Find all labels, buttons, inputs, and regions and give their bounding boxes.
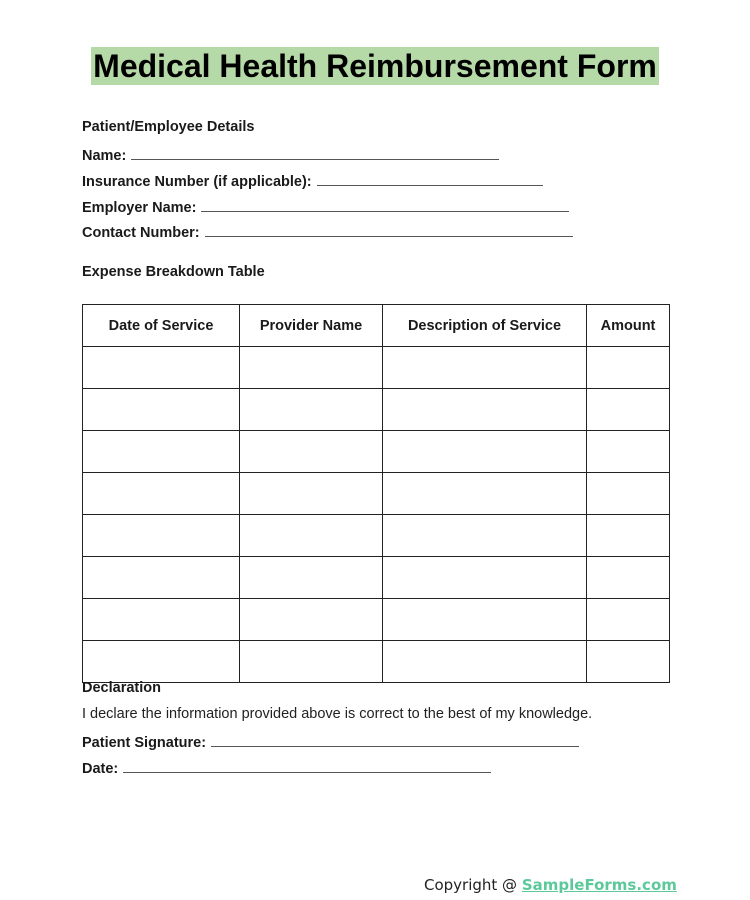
column-header-amount: Amount — [587, 305, 670, 347]
amount-cell[interactable] — [587, 347, 670, 389]
table-row — [83, 389, 670, 431]
date-cell[interactable] — [83, 557, 240, 599]
amount-cell[interactable] — [587, 599, 670, 641]
description-cell[interactable] — [383, 557, 587, 599]
table-row — [83, 599, 670, 641]
copyright-footer — [424, 876, 677, 894]
patient-signature-label: Patient Signature: — [82, 735, 207, 751]
column-header-provider: Provider Name — [240, 305, 383, 347]
description-cell[interactable] — [383, 599, 587, 641]
table-header-row — [83, 305, 670, 347]
amount-cell[interactable] — [587, 431, 670, 473]
amount-cell[interactable] — [587, 641, 670, 683]
description-cell[interactable] — [383, 431, 587, 473]
insurance-number-label: Insurance Number (if applicable): — [82, 174, 312, 190]
date-cell[interactable] — [83, 473, 240, 515]
provider-cell[interactable] — [240, 557, 383, 599]
employer-name-field[interactable] — [82, 197, 569, 216]
title-container — [0, 47, 750, 85]
sampleforms-link[interactable]: SampleForms.com — [521, 876, 677, 894]
expense-section-heading: Expense Breakdown Table — [82, 264, 265, 280]
amount-cell[interactable] — [587, 515, 670, 557]
date-field[interactable] — [82, 758, 491, 777]
amount-cell[interactable] — [587, 557, 670, 599]
insurance-number-input-line[interactable] — [317, 171, 543, 186]
expense-table — [82, 304, 670, 683]
amount-cell[interactable] — [587, 389, 670, 431]
date-cell[interactable] — [83, 347, 240, 389]
amount-cell[interactable] — [587, 473, 670, 515]
description-cell[interactable] — [383, 389, 587, 431]
date-label: Date: — [82, 761, 119, 777]
column-header-date: Date of Service — [83, 305, 240, 347]
name-field[interactable] — [82, 145, 499, 164]
patient-signature-field[interactable] — [82, 732, 579, 751]
date-cell[interactable] — [83, 641, 240, 683]
declaration-text: I declare the information provided above is correct to the best of my knowledge. — [82, 706, 593, 722]
date-input-line[interactable] — [123, 758, 491, 773]
date-cell[interactable] — [83, 515, 240, 557]
contact-number-input-line[interactable] — [205, 222, 573, 237]
table-row — [83, 557, 670, 599]
table-row — [83, 515, 670, 557]
provider-cell[interactable] — [240, 599, 383, 641]
employer-name-label: Employer Name: — [82, 200, 197, 216]
description-cell[interactable] — [383, 347, 587, 389]
date-cell[interactable] — [83, 599, 240, 641]
name-input-line[interactable] — [131, 145, 499, 160]
table-row — [83, 473, 670, 515]
provider-cell[interactable] — [240, 389, 383, 431]
column-header-description: Description of Service — [383, 305, 587, 347]
patient-section-heading: Patient/Employee Details — [82, 119, 255, 135]
provider-cell[interactable] — [240, 641, 383, 683]
date-cell[interactable] — [83, 431, 240, 473]
declaration-heading: Declaration — [82, 680, 161, 696]
name-label: Name: — [82, 148, 127, 164]
table-row — [83, 641, 670, 683]
provider-cell[interactable] — [240, 431, 383, 473]
contact-number-field[interactable] — [82, 222, 573, 241]
patient-signature-input-line[interactable] — [211, 732, 579, 747]
provider-cell[interactable] — [240, 347, 383, 389]
provider-cell[interactable] — [240, 515, 383, 557]
date-cell[interactable] — [83, 389, 240, 431]
provider-cell[interactable] — [240, 473, 383, 515]
employer-name-input-line[interactable] — [201, 197, 569, 212]
table-row — [83, 431, 670, 473]
table-row — [83, 347, 670, 389]
copyright-prefix: Copyright @ — [424, 876, 522, 894]
description-cell[interactable] — [383, 641, 587, 683]
contact-number-label: Contact Number: — [82, 225, 200, 241]
description-cell[interactable] — [383, 515, 587, 557]
insurance-number-field[interactable] — [82, 171, 543, 190]
form-title: Medical Health Reimbursement Form — [93, 48, 657, 84]
description-cell[interactable] — [383, 473, 587, 515]
